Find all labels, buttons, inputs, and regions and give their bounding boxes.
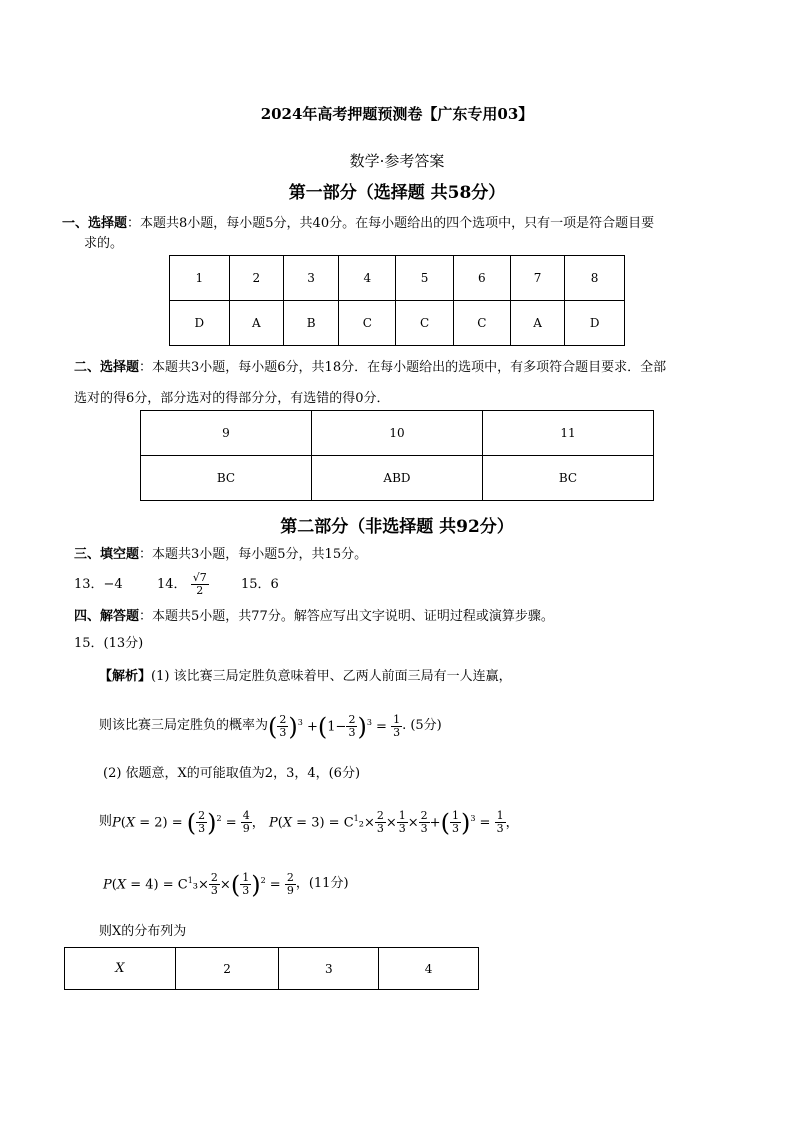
part1-heading: 第一部分（选择题 共58分） bbox=[288, 183, 506, 203]
question-15-header: 15．(13分) bbox=[74, 636, 144, 651]
answer-table-2-answer-row bbox=[141, 456, 654, 501]
part2-heading: 第二部分（非选择题 共92分） bbox=[280, 517, 514, 537]
table-cell: BC bbox=[483, 456, 654, 501]
table-cell: 3 bbox=[284, 256, 339, 301]
answer-table-1 bbox=[169, 255, 625, 346]
section1-prefix: 一、选择题 bbox=[62, 216, 128, 231]
section4-prefix: 四、解答题 bbox=[74, 609, 140, 624]
answer-13: 13．−4 bbox=[74, 577, 123, 592]
analysis-text-2: 则该比赛三局定胜负的概率为 bbox=[99, 718, 269, 733]
section3-prefix: 三、填空题 bbox=[74, 547, 140, 562]
analysis-label: 【解析】 bbox=[99, 669, 152, 684]
table-cell: 11 bbox=[483, 411, 654, 456]
fraction-numerator: √7 bbox=[192, 571, 207, 584]
section1-instructions bbox=[62, 214, 742, 254]
analysis-line-4 bbox=[99, 802, 519, 842]
table-cell: 1 bbox=[170, 256, 230, 301]
answer-table-2-number-row bbox=[141, 411, 654, 456]
analysis-line5-suffix: ，(11分) bbox=[295, 876, 349, 891]
section2-instructions bbox=[74, 352, 744, 414]
section1-text: ：本题共8小题，每小题5分，共40分。在每小题给出的四个选项中，只有一项是符合题目要 bbox=[127, 216, 655, 231]
analysis-line2-suffix: . (5分) bbox=[402, 718, 442, 733]
section3-text: ：本题共3小题，每小题5分，共15分。 bbox=[139, 547, 368, 562]
table-cell: 3 bbox=[279, 948, 379, 990]
section4-text: ：本题共5小题，共77分。解答应写出文字说明、证明过程或演算步骤。 bbox=[139, 609, 554, 624]
table-cell: 2 bbox=[229, 256, 283, 301]
fraction-denominator: 2 bbox=[196, 584, 204, 597]
answer-table-1-number-row bbox=[170, 256, 625, 301]
table-cell: 8 bbox=[565, 256, 625, 301]
analysis-line-2 bbox=[99, 706, 442, 746]
distribution-table bbox=[64, 947, 479, 990]
answer-table-1-answer-row bbox=[170, 301, 625, 346]
answer-15: 15．6 bbox=[240, 577, 279, 592]
analysis-line-1 bbox=[99, 667, 512, 687]
table-cell: 4 bbox=[379, 948, 479, 990]
table-cell: D bbox=[565, 301, 625, 346]
probability-formula-1: ( $\frac{2}{3}$ )$^3$ +(1− $\frac{2}{3}$ )$^3$ = $\frac{1}{3}$ bbox=[268, 712, 401, 741]
document-subtitle: 数学·参考答案 bbox=[349, 152, 445, 170]
analysis-line-6: 则X的分布列为 bbox=[99, 924, 187, 939]
table-cell: 7 bbox=[510, 256, 564, 301]
section2-text2: 选对的得6分，部分选对的得部分分，有选错的得0分． bbox=[74, 391, 390, 406]
table-cell: 4 bbox=[339, 256, 396, 301]
answer-table-2 bbox=[140, 410, 654, 501]
analysis-line4-prefix: 则 bbox=[99, 814, 113, 829]
section2-text: ：本题共3小题，每小题6分，共18分．在每小题给出的选项中，有多项符合题目要求．全部 bbox=[139, 360, 667, 375]
analysis-text-1: (1) 该比赛三局定胜负意味着甲、乙两人前面三局有一人连赢， bbox=[151, 669, 512, 684]
table-cell: BC bbox=[141, 456, 312, 501]
table-cell: ABD bbox=[311, 456, 482, 501]
section4-instructions bbox=[74, 607, 554, 627]
table-cell: 2 bbox=[175, 948, 279, 990]
fill-answers bbox=[74, 572, 279, 597]
analysis-line-5 bbox=[103, 864, 349, 904]
table-cell: D bbox=[170, 301, 230, 346]
table-cell: C bbox=[339, 301, 396, 346]
analysis-line-3: (2) 依题意，X的可能取值为2，3，4，(6分) bbox=[103, 766, 361, 781]
probability-formula-3: $P(X = 4) = C^1_3\times$ $\frac{2}{3}$ ×( $\frac{1}{3}$ )$^2$ = $\frac{2}{9}$ bbox=[103, 870, 294, 899]
section2-prefix: 二、选择题 bbox=[74, 360, 140, 375]
answer-14-label: 14． bbox=[157, 577, 187, 592]
section1-text2: 求的。 bbox=[84, 236, 124, 251]
table-cell: C bbox=[453, 301, 510, 346]
probability-formula-2: P(X = 2) = ( $\frac{2}{3}$ )$^2$ = $\frac{4}{9}$ ， $P(X = 3) = C^1_2\times$ $\frac{2}{3}$ × $\frac{1}{3}$ × $\frac{2}{3}$ +( $\frac{1}{3}$ )$^3$ = $\frac{1}{3}$ ， bbox=[112, 808, 519, 837]
table-cell: 9 bbox=[141, 411, 312, 456]
distribution-table-header-row bbox=[65, 948, 479, 990]
table-cell: 10 bbox=[311, 411, 482, 456]
table-cell: 5 bbox=[396, 256, 453, 301]
table-cell: B bbox=[284, 301, 339, 346]
document-title: 2024年高考押题预测卷【广东专用03】 bbox=[260, 105, 534, 123]
table-cell: C bbox=[396, 301, 453, 346]
answer-14-fraction bbox=[191, 572, 209, 597]
table-cell: X bbox=[65, 948, 176, 990]
table-cell: A bbox=[510, 301, 564, 346]
section3-instructions bbox=[74, 545, 367, 565]
table-cell: 6 bbox=[453, 256, 510, 301]
table-cell: A bbox=[229, 301, 283, 346]
